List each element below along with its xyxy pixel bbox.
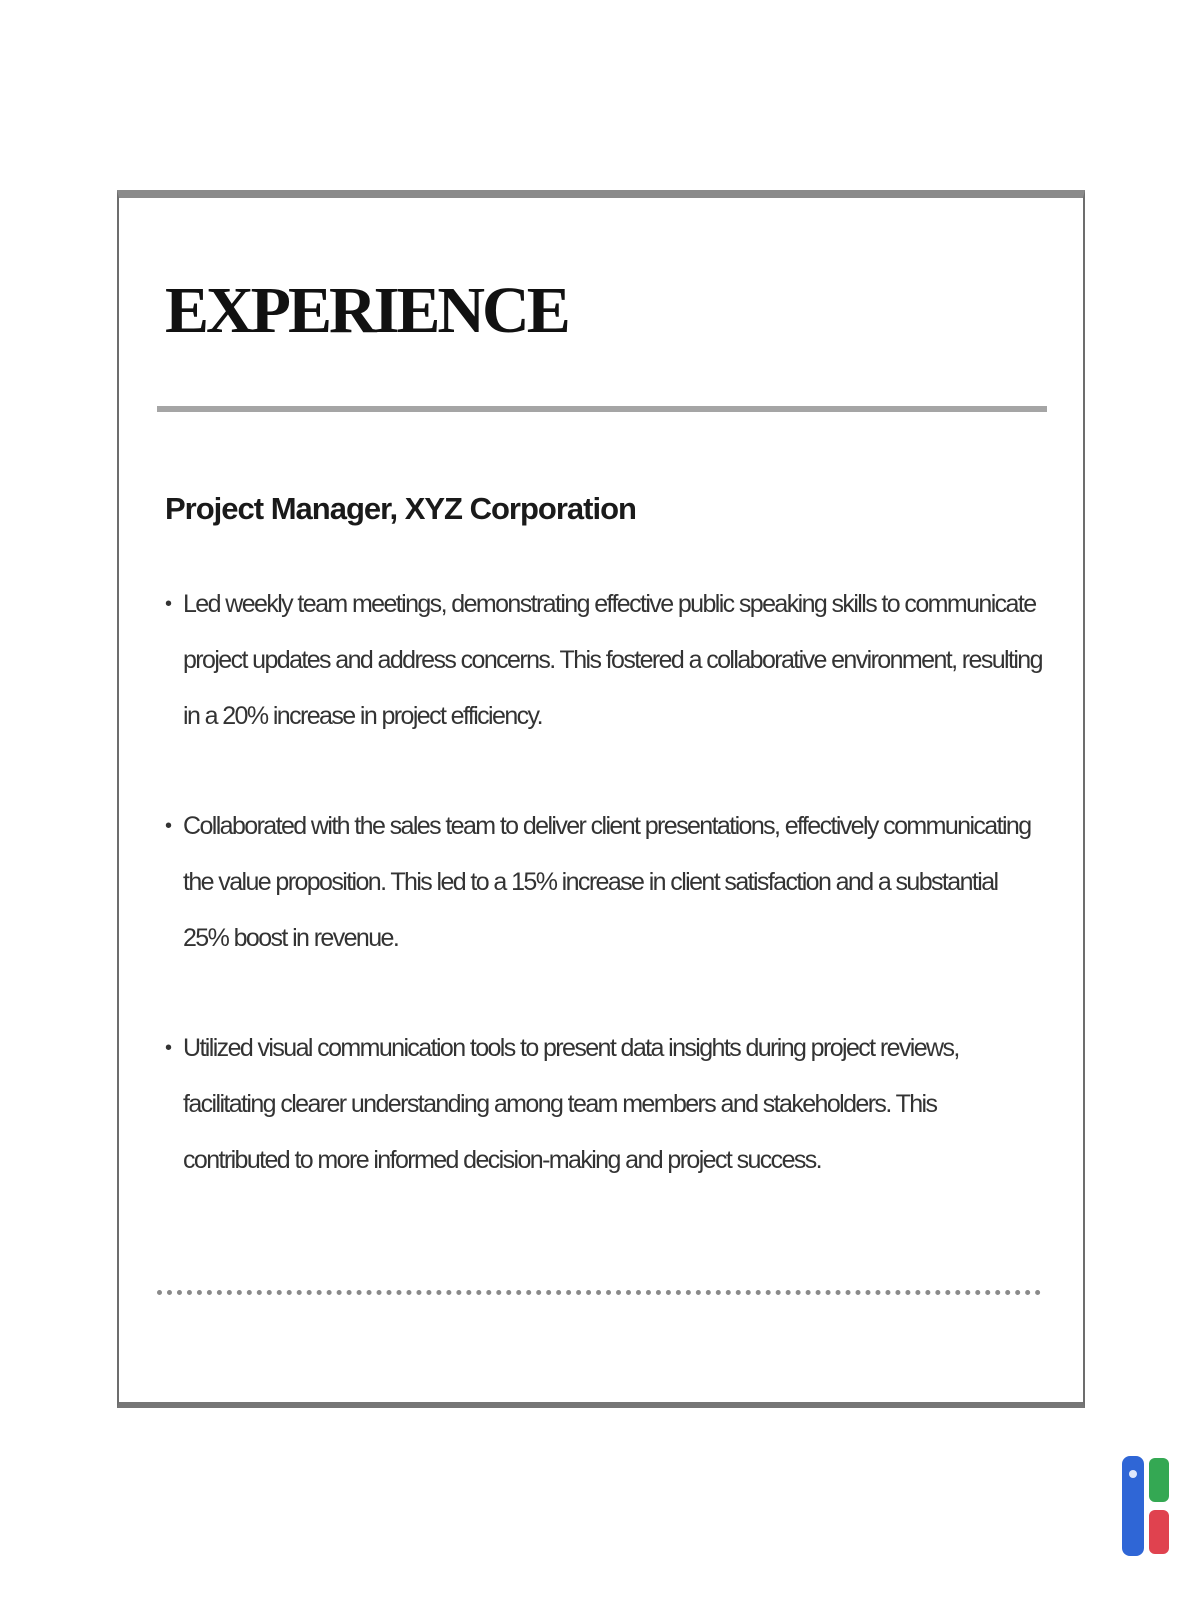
bullet-marker: • <box>165 593 171 615</box>
dotted-divider <box>157 1290 1041 1295</box>
section-title: EXPERIENCE <box>165 274 568 347</box>
bullet-item <box>165 576 1045 744</box>
logo-red-block <box>1149 1510 1169 1554</box>
bullet-text: Led weekly team meetings, demonstrating effective public speaking skills to communicate project updates and address concerns. This fostered a collaborative environment, resulting in a 20% increase in project efficiency. <box>183 590 1042 730</box>
bullet-item <box>165 798 1045 966</box>
bullet-text: Collaborated with the sales team to deliver client presentations, effectively communicating the value proposition. This led to a 15% increase in client satisfaction and a substantial 25% boost in revenue. <box>183 812 1031 952</box>
job-title: Project Manager, XYZ Corporation <box>165 491 636 526</box>
bullet-marker: • <box>165 815 171 837</box>
logo-green-block <box>1149 1458 1169 1502</box>
bullet-text: Utilized visual communication tools to present data insights during project reviews, facilitating clearer understanding among team members and stakeholders. This contributed to more informed decision-making and project success. <box>183 1034 959 1174</box>
bullet-marker: • <box>165 1037 171 1059</box>
title-divider <box>157 406 1047 412</box>
experience-card <box>117 190 1085 1408</box>
brand-logo-icon <box>1122 1456 1172 1556</box>
logo-dot <box>1129 1470 1137 1478</box>
bullet-item <box>165 1020 1045 1188</box>
bullet-list <box>165 576 1045 1242</box>
